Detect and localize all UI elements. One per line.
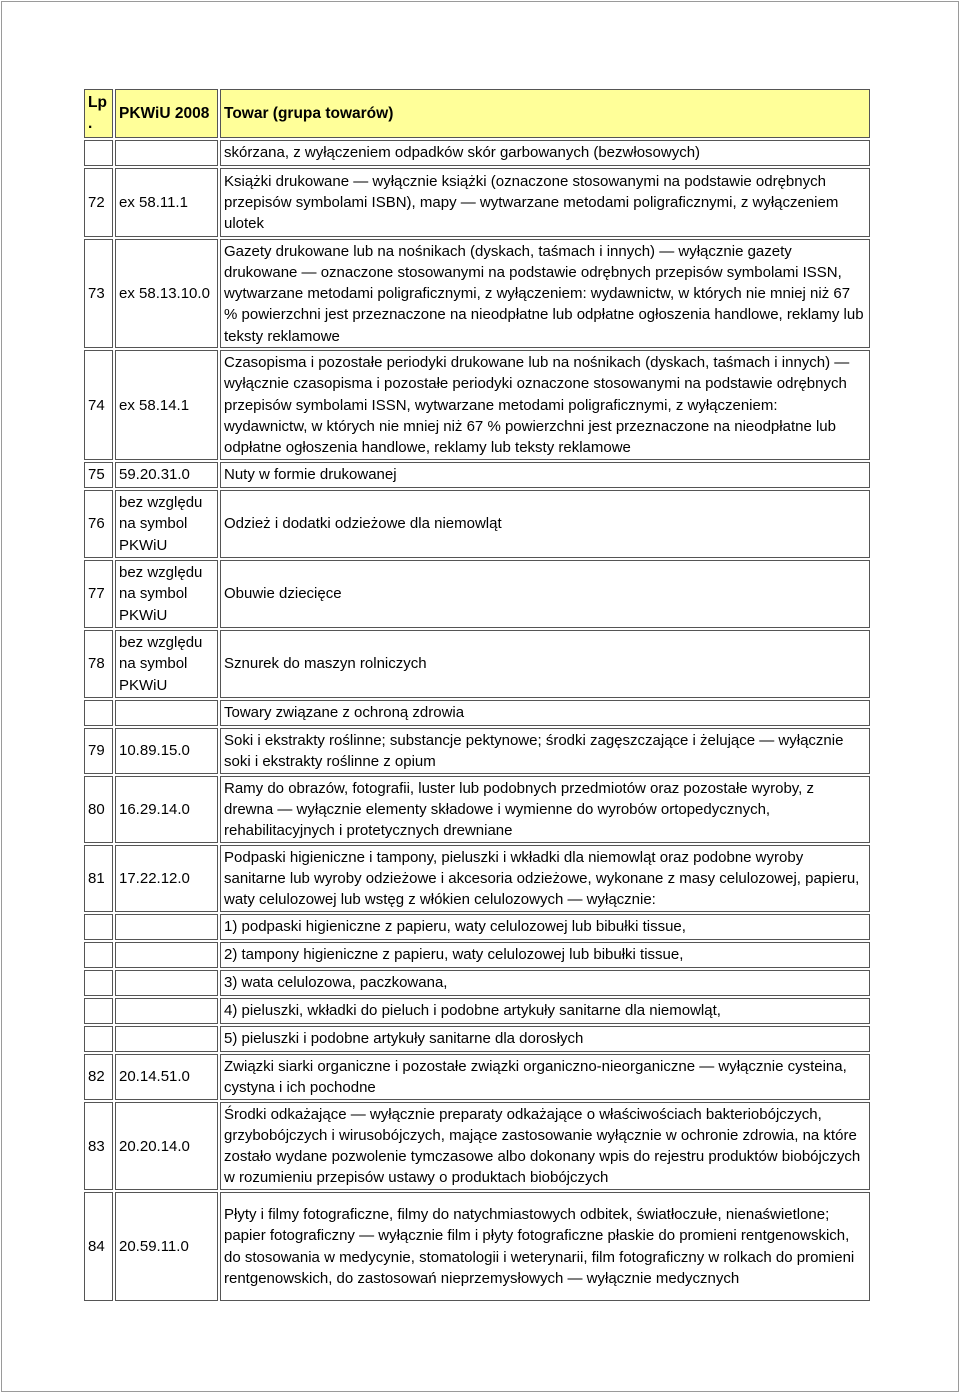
table-row <box>84 350 870 459</box>
row-goods: Soki i ekstrakty roślinne; substancje pektynowe; środki zagęszczające i żelujące — wyłącznie soki i ekstrakty roślinne z opium <box>220 728 870 774</box>
row-goods: 3) wata celulozowa, paczkowana, <box>220 970 870 996</box>
table-row <box>84 168 870 237</box>
table-row <box>84 140 870 166</box>
table-row <box>84 1102 870 1190</box>
table-row <box>84 1192 870 1301</box>
row-lp: 78 <box>84 630 113 698</box>
row-goods: 1) podpaski higieniczne z papieru, waty celulozowej lub bibułki tissue, <box>220 914 870 940</box>
row-code: 20.20.14.0 <box>115 1102 218 1190</box>
row-code: ex 58.11.1 <box>115 168 218 237</box>
row-code: ex 58.14.1 <box>115 350 218 459</box>
table-row <box>84 998 870 1024</box>
row-lp: 81 <box>84 845 113 912</box>
row-code: bez względu na symbol PKWiU <box>115 560 218 628</box>
table-row <box>84 914 870 940</box>
row-code <box>115 700 218 726</box>
row-lp: 76 <box>84 490 113 558</box>
table-row <box>84 560 870 628</box>
row-goods: Gazety drukowane lub na nośnikach (dyskach, taśmach i innych) — wyłącznie gazety drukowane — oznaczone stosowanymi na podstawie odrębnych przepisów symbolami ISSN, wytwarzane metodami poligraficznymi, z wyłączeniem: wydawnictw, w których nie mniej niż 67 % powierzchni jest przeznaczone na nieodpłatne lub odpłatne ogłoszenia handlowe, reklamy lub teksty reklamowe <box>220 239 870 348</box>
table-row <box>84 462 870 488</box>
row-code <box>115 914 218 940</box>
row-goods: Odzież i dodatki odzieżowe dla niemowląt <box>220 490 870 558</box>
row-lp: 79 <box>84 728 113 774</box>
row-lp: 77 <box>84 560 113 628</box>
row-code <box>115 140 218 166</box>
row-lp: 82 <box>84 1054 113 1100</box>
row-lp <box>84 970 113 996</box>
row-code <box>115 970 218 996</box>
table-row <box>84 845 870 912</box>
table-row <box>84 490 870 558</box>
row-lp <box>84 942 113 968</box>
table-row <box>84 970 870 996</box>
row-code: 20.59.11.0 <box>115 1192 218 1301</box>
row-goods: skórzana, z wyłączeniem odpadków skór garbowanych (bezwłosowych) <box>220 140 870 166</box>
row-goods: Płyty i filmy fotograficzne, filmy do natychmiastowych odbitek, światłoczułe, nienaświetlone; papier fotograficzny — wyłącznie film i płyty fotograficzne płaskie do promieni rentgenowskich, do stosowania w medycynie, stomatologii i weterynarii, film fotograficzny w rolkach do promieni rentgenowskich, do zastosowań nieprzemysłowych — wyłącznie medycznych <box>220 1192 870 1301</box>
row-goods: Obuwie dziecięce <box>220 560 870 628</box>
row-lp: 75 <box>84 462 113 488</box>
row-lp <box>84 700 113 726</box>
row-lp <box>84 998 113 1024</box>
row-goods: 5) pieluszki i podobne artykuły sanitarne dla dorosłych <box>220 1026 870 1052</box>
table-row <box>84 1054 870 1100</box>
header-code: PKWiU 2008 <box>115 89 218 138</box>
table-row <box>84 1026 870 1052</box>
row-code: 59.20.31.0 <box>115 462 218 488</box>
table-row <box>84 942 870 968</box>
table-row <box>84 239 870 348</box>
row-goods: Związki siarki organiczne i pozostałe związki organiczno-nieorganiczne — wyłącznie cysteina, cystyna i ich pochodne <box>220 1054 870 1100</box>
row-goods: Towary związane z ochroną zdrowia <box>220 700 870 726</box>
header-lp: Lp. <box>84 89 113 138</box>
row-code <box>115 1026 218 1052</box>
table-row <box>84 776 870 843</box>
row-lp: 83 <box>84 1102 113 1190</box>
row-code: 16.29.14.0 <box>115 776 218 843</box>
goods-table <box>82 87 872 1303</box>
table-row <box>84 700 870 726</box>
row-lp: 73 <box>84 239 113 348</box>
row-code: ex 58.13.10.0 <box>115 239 218 348</box>
row-lp <box>84 1026 113 1052</box>
header-goods: Towar (grupa towarów) <box>220 89 870 138</box>
table-row <box>84 728 870 774</box>
row-code: 17.22.12.0 <box>115 845 218 912</box>
row-goods: Nuty w formie drukowanej <box>220 462 870 488</box>
row-code: 10.89.15.0 <box>115 728 218 774</box>
row-goods: 2) tampony higieniczne z papieru, waty celulozowej lub bibułki tissue, <box>220 942 870 968</box>
row-goods: Podpaski higieniczne i tampony, pieluszki i wkładki dla niemowląt oraz podobne wyroby sanitarne lub wyroby odzieżowe i akcesoria odzieżowe, wykonane z masy celulozowej, papieru, waty celulozowej lub wstęg z włókien celulozowych — wyłącznie: <box>220 845 870 912</box>
row-goods: Środki odkażające — wyłącznie preparaty odkażające o właściwościach bakteriobójczych, grzybobójczych i wirusobójczych, mające zastosowanie wyłącznie w ochronie zdrowia, na które zostało wydane pozwolenie tymczasowe albo dokonany wpis do rejestru produktów biobójczych w rozumieniu przepisów ustawy o produktach biobójczych <box>220 1102 870 1190</box>
row-code: 20.14.51.0 <box>115 1054 218 1100</box>
row-lp: 72 <box>84 168 113 237</box>
row-goods: Ramy do obrazów, fotografii, luster lub podobnych przedmiotów oraz pozostałe wyroby, z drewna — wyłącznie elementy składowe i wymienne do wyrobów ortopedycznych, rehabilitacyjnych i protetycznych drewniane <box>220 776 870 843</box>
row-goods: Sznurek do maszyn rolniczych <box>220 630 870 698</box>
row-lp: 74 <box>84 350 113 459</box>
row-goods: 4) pieluszki, wkładki do pieluch i podobne artykuły sanitarne dla niemowląt, <box>220 998 870 1024</box>
document-page <box>1 1 959 1392</box>
row-code <box>115 998 218 1024</box>
row-goods: Czasopisma i pozostałe periodyki drukowane lub na nośnikach (dyskach, taśmach i innych) — wyłącznie czasopisma i pozostałe periodyki oznaczone stosowanymi na podstawie odrębnych przepisów symbolami ISSN, wytwarzane metodami poligraficznymi, z wyłączeniem: wydawnictw, w których nie mniej niż 67 % powierzchni jest przeznaczone na nieodpłatne lub odpłatne ogłoszenia handlowe, reklamy lub teksty reklamowe <box>220 350 870 459</box>
row-lp <box>84 914 113 940</box>
row-code: bez względu na symbol PKWiU <box>115 630 218 698</box>
table-header-row <box>84 89 870 138</box>
row-lp: 84 <box>84 1192 113 1301</box>
row-lp <box>84 140 113 166</box>
row-lp: 80 <box>84 776 113 843</box>
table-row <box>84 630 870 698</box>
row-goods: Książki drukowane — wyłącznie książki (oznaczone stosowanymi na podstawie odrębnych przepisów symbolami ISBN), mapy — wytwarzane metodami poligraficznymi, z wyłączeniem ulotek <box>220 168 870 237</box>
row-code: bez względu na symbol PKWiU <box>115 490 218 558</box>
row-code <box>115 942 218 968</box>
